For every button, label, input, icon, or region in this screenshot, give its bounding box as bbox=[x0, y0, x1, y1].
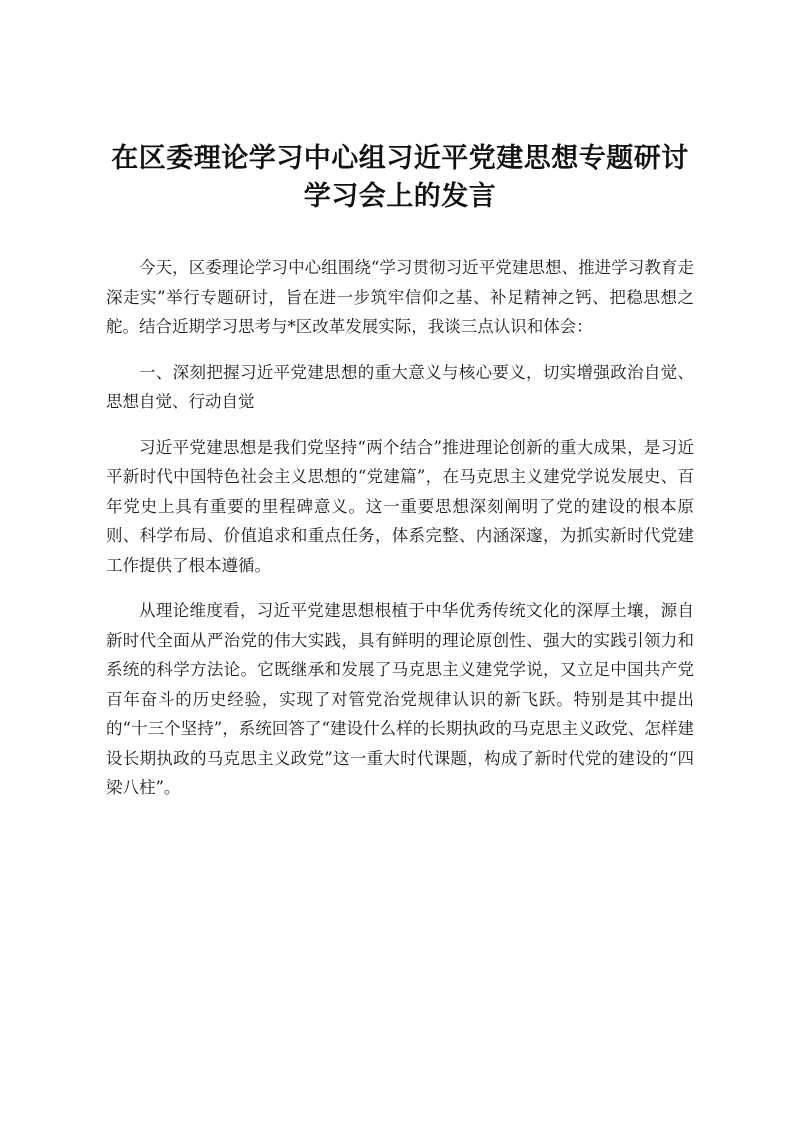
paragraph-significance: 习近平党建思想是我们党坚持“两个结合”推进理论创新的重大成果，是习近平新时代中国特色社会主义思想的“党建篇”，在马克思主义建党学说发展史、百年党史上具有重要的里程碑意义。这一重要思想深刻阐明了党的建设的根本原则、科学布局、价值追求和重点任务，体系完整、内涵深邃，为抓实新时代党建工作提供了根本遵循。 bbox=[106, 437, 694, 575]
document-title: 在区委理论学习中心组习近平党建思想专题研讨学习会上的发言 bbox=[111, 143, 689, 212]
section-heading-1: 一、深刻把握习近平党建思想的重大意义与核心要义，切实增强政治自觉、思想自觉、行动自觉 bbox=[106, 362, 694, 411]
paragraph-intro: 今天，区委理论学习中心组围绕“学习贯彻习近平党建思想、推进学习教育走深走实”举行专题研讨，旨在进一步筑牢信仰之基、补足精神之钙、把稳思想之舵。结合近期学习思考与*区改革发展实际，我谈三点认识和体会： bbox=[106, 258, 694, 336]
document-body bbox=[106, 253, 694, 803]
paragraph-theory: 从理论维度看，习近平党建思想根植于中华优秀传统文化的深厚土壤，源自新时代全面从严治党的伟大实践，具有鲜明的理论原创性、强大的实践引领力和系统的科学方法论。它既继承和发展了马克思主义建党学说，又立足中国共产党百年奋斗的历史经验，实现了对管党治党规律认识的新飞跃。特别是其中提出的“十三个坚持”，系统回答了“建设什么样的长期执政的马克思主义政党、怎样建设长期执政的马克思主义政党”这一重大时代课题，构成了新时代党的建设的“四梁八柱”。 bbox=[106, 601, 694, 797]
